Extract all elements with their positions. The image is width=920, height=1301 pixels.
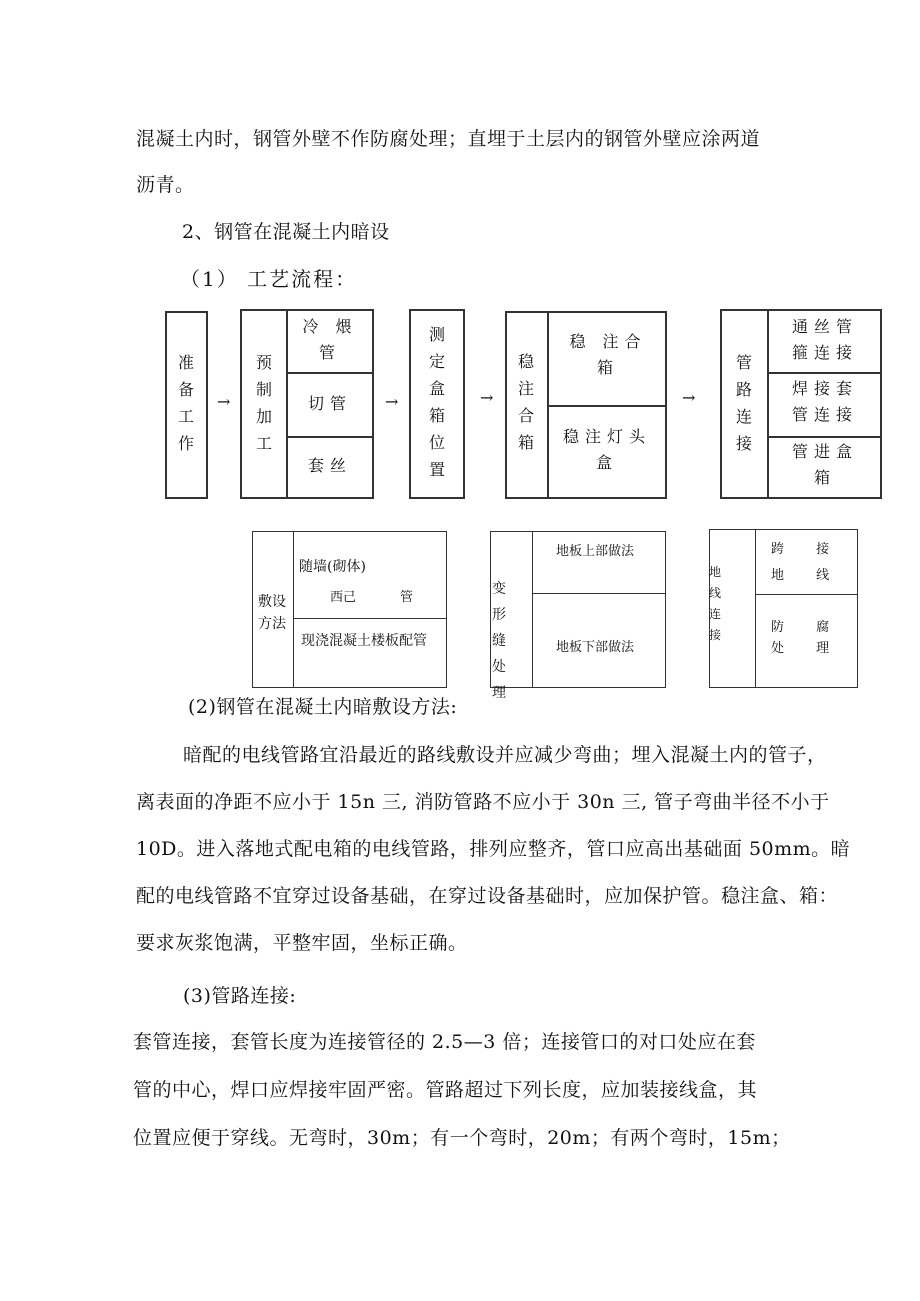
paragraph-line: 沥青。 bbox=[136, 174, 195, 196]
flow-label-prefab: 预制加工 bbox=[255, 353, 272, 453]
paragraph-line: 位置应便于穿线。无弯时，30m；有一个弯时，20m；有两个弯时，15m； bbox=[133, 1127, 791, 1149]
arrow-icon: → bbox=[480, 388, 494, 407]
section-heading: 2、钢管在混凝土内暗设 bbox=[182, 221, 390, 243]
flow-label-measure: 测定盒箱位置 bbox=[428, 325, 445, 479]
arrow-icon: → bbox=[682, 388, 696, 407]
paragraph-line: 暗配的电线管路宜沿最近的路线敷设并应减少弯曲；埋入混凝土内的管子， bbox=[183, 744, 827, 766]
flow-item-bend: 冷 煨管 bbox=[302, 317, 358, 362]
paragraph-line: 混凝土内时，钢管外壁不作防腐处理；直埋于土层内的钢管外壁应涂两道 bbox=[136, 128, 761, 150]
laying-wall-sub: 西己 bbox=[330, 590, 357, 605]
laying-method-label: 敷设方法 bbox=[258, 594, 286, 632]
paragraph-line: 管的中心，焊口应焊接牢固严密。管路超过下列长度，应加装接线盒，其 bbox=[133, 1079, 758, 1101]
arrow-icon: → bbox=[217, 392, 231, 411]
section-heading: (3)管路连接: bbox=[183, 985, 297, 1007]
ground-bridge: 跨 接 bbox=[771, 542, 844, 557]
paragraph-line: 套管连接，套管长度为连接管径的 2.5—3 倍；连接管口的对口处应在套 bbox=[133, 1031, 756, 1053]
flow-item-cut: 切管 bbox=[307, 394, 352, 413]
laying-wall-sub: 管 bbox=[400, 590, 414, 605]
flow-item-thread: 套丝 bbox=[307, 456, 352, 475]
flow-item-box: 稳 注合 箱 bbox=[569, 332, 647, 377]
flow-item-lamp-box: 稳注灯头盒 bbox=[563, 427, 652, 472]
flow-label-prep: 准备工作 bbox=[177, 353, 194, 453]
paragraph-line: 离表面的净距不应小于 15n 三, 消防管路不应小于 30n 三, 管子弯曲半径不小于 bbox=[136, 791, 830, 813]
laying-wall: 随墙(砌体) bbox=[299, 559, 366, 575]
flow-item-box-entry: 管进盒箱 bbox=[791, 442, 858, 487]
ground-connection-label: 地线连接 bbox=[709, 565, 722, 642]
paragraph-line: 配的电线管路不宜穿过设备基础，在穿过设备基础时，应加保护管。稳注盒、箱： bbox=[136, 885, 839, 907]
flow-label-connect: 管路连接 bbox=[735, 353, 752, 453]
arrow-icon: → bbox=[385, 392, 399, 411]
paragraph-line: 10D。进入落地式配电箱的电线管路，排列应整齐，管口应高出基础面 50mm。暗 bbox=[136, 838, 851, 860]
flow-item-coupling: 通丝管箍连接 bbox=[791, 317, 858, 362]
joint-top: 地板上部做法 bbox=[556, 544, 635, 559]
paragraph-line: 要求灰浆饱满，平整牢固，坐标正确。 bbox=[136, 932, 468, 954]
ground-anticorrosion: 防 腐 bbox=[771, 620, 844, 635]
flow-label-stabilize: 稳注合箱 bbox=[517, 352, 534, 452]
flow-heading: （1） 工艺流程： bbox=[180, 267, 358, 291]
joint-bottom: 地板下部做法 bbox=[556, 640, 635, 655]
ground-wire: 地 线 bbox=[771, 568, 844, 583]
ground-treatment: 处 理 bbox=[771, 641, 844, 656]
section-heading: (2)钢管在混凝土内暗敷设方法: bbox=[188, 696, 458, 718]
joint-treatment-label: 变形缝处理 bbox=[492, 581, 518, 701]
flow-item-weld: 焊接套管连接 bbox=[791, 379, 858, 424]
laying-slab: 现浇混凝土楼板配管 bbox=[301, 633, 427, 649]
